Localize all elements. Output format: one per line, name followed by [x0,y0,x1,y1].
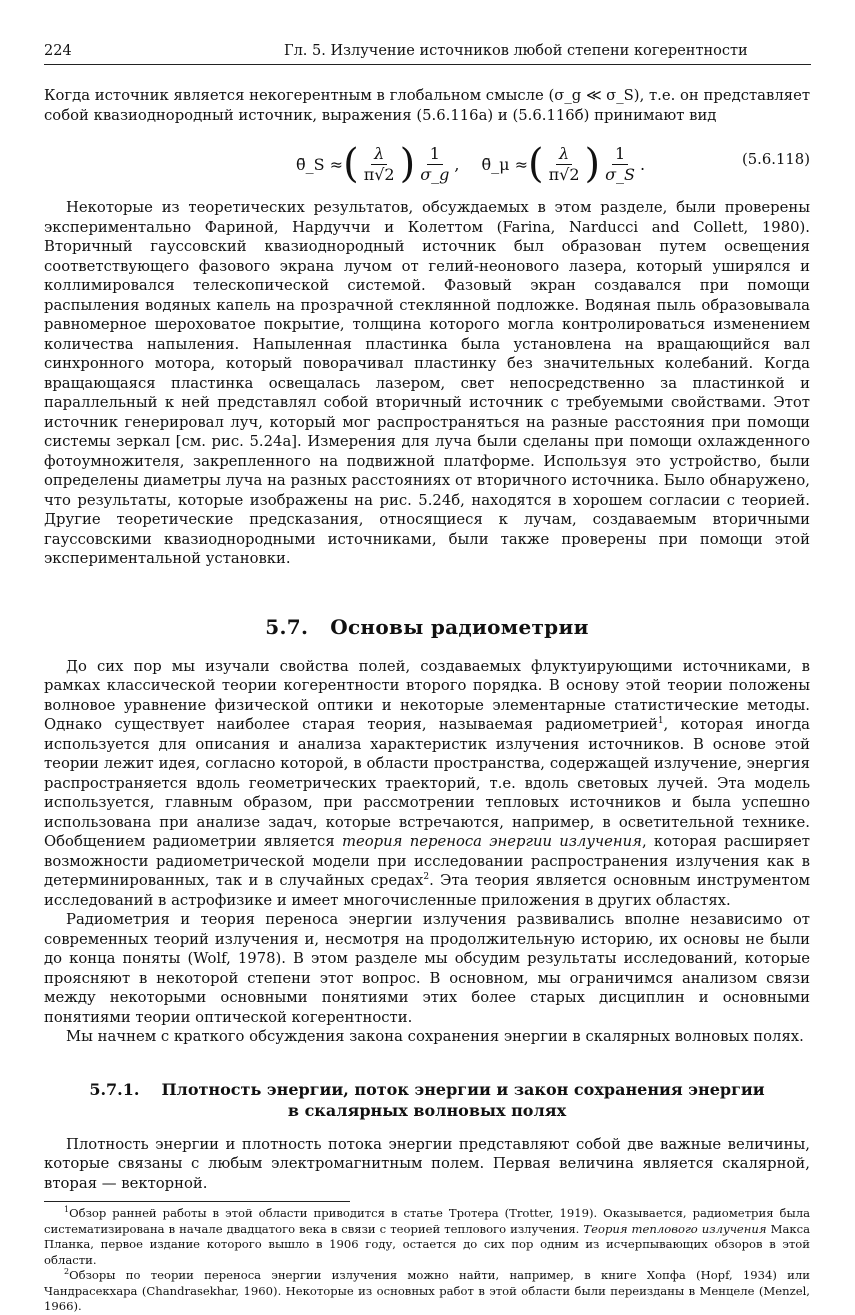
eq-lhs-theta-mu: θ̄_μ ≈ [481,154,528,174]
eq-fraction-lambda-2: $\frac{\lambda}{\pi√2}$ [548,143,580,184]
eq-fraction-lambda-1: $\frac{\lambda}{\pi√2}$ [363,143,395,184]
footnote-ref-1: 1 [657,716,664,727]
equation-number: (5.6.118) [741,151,810,168]
emphasis-term: теория переноса энергии излучения [341,833,642,850]
paragraph-experiment: Некоторые из теоретических результатов, обсуждаемых в этом разделе, были проверены экспериментально Фариной, Нардуччи и Колеттом (Farina, Narducci and Collett, 1980). Вторичный гауссовский квазиоднородный источник был образован путем освещения соответствующего фазового экрана лучом от гелий-неонового лазера, который уширялся и коллимировался телескопической системой. Фазовый экран создавался при помощи распыления водяных капель на прозрачной стеклянной подложке. Водяная пыль образовывала равномерное шероховатое покрытие, толщина которого могла контролироваться изменением количества напыления. Напыленная пластинка была установлена на вращающийся вал синхронного мотора, который поворачивал пластинку без значительных колебаний. Когда вращающаяся пластинка освещалась лазером, свет непосредственно за пластинкой и параллельный к ней представлял собой вторичный источник с требуемыми свойствами. Этот источник генерировал луч, который мог распространяться на разные расстояния при помощи системы зеркал [см. рис. 5.24а]. Измерения для луча были сделаны при помощи охлажденного фотоумножителя, закрепленного на подвижной платформе. Используя это устройство, были определены диаметры луча на разных расстояниях от вторичного источника. Было обнаружено, что результаты, которые изображены на рис. 5.24б, находятся в хорошем согласии с теорией. Другие теоретические предсказания, относящиеся к лучам, создаваемым вторичными гауссовскими квазиоднородными источниками, были также проверены при помощи этой экспериментальной установки. [44,199,810,567]
paragraph-energy-density: Плотность энергии и плотность потока энергии представляют собой две важные величины, которые связаны с любым электромагнитным полем. Первая величина является скалярной, вторая — векторной. [44,1135,810,1192]
paragraph-radiometry-intro: До сих пор мы изучали свойства полей, создаваемых флуктуирующими источниками, в рамках классической теории когерентности второго порядка. В основу этой теории положены волновое уравнение физической оптики и некоторые элементарные статистические методы. Однако существует наиболее старая теория, называемая радиометрией$^1$, которая иногда используется для описания и анализа характеристик излучения источников. В основе этой теории лежит идея, согласно которой, в области пространства, содержащей излучение, энергия распространяется вдоль геометрических траекторий, т.е. вдоль световых лучей. Эта модель используется, главным образом, при рассмотрении тепловых источников и была успешно использована при анализе задач, которые встречаются, например, в осветительной технике. Обобщением радиометрии является теория переноса энергии излучения, которая расширяет возможности радиометрической модели при исследовании распространения излучения как в детерминированных, так и в случайных средах$^2$. Эта теория является основным инструментом исследований в астрофизике и имеет многочисленные приложения в других областях. [44,657,810,909]
paragraph-plan: Мы начнем с краткого обсуждения закона сохранения энергии в скалярных волновых полях. [66,1028,804,1045]
equation-body: θ̄_S ≈ ( $\frac{\lambda}{\pi√2}$ ) $\frac{1}{\sigma\_g}$ , θ̄_μ ≈ ( $\frac{\lambda}{\pi√2}$ ) $\frac{1}{\sigma\_S}$ . [296,141,646,187]
footnote-1: $^1$Обзор ранней работы в этой области приводится в статье Тротера (Trotter, 1919). Оказывается, радиометрия была систематизирована в начале двадцатого века в связи с теорией теплового излучения. Теория теплового излучения Макса Планка, первое издание которого вышло в 1906 году, остается до сих пор одним из исчерпывающих обзоров в этой области. [44,1205,811,1267]
subsection-number: 5.7.1. [89,1079,140,1099]
running-title: Гл. 5. Излучение источников любой степени когерентности [284,43,748,59]
intro-paragraph: Когда источник является некогерентным в глобальном смысле (σ_g ≪ σ_S), т.е. он представляет собой квазиоднородный источник, выражения (5.6.116а) и (5.6.116б) принимают вид [44,87,811,124]
subsection-title-line-2: в скалярных волновых полях [287,1100,567,1120]
eq-fraction-sigma-s: $\frac{1}{\sigma\_S}$ [605,143,635,184]
eq-lhs-theta-s: θ̄_S ≈ [296,154,344,174]
page-body [44,86,810,1315]
running-header [44,38,811,65]
subsection-title-line-1: Плотность энергии, поток энергии и закон сохранения энергии [161,1079,765,1099]
section-heading [44,615,810,639]
paragraph-history: Радиометрия и теория переноса энергии излучения развивались вполне независимо от современных теорий излучения и, несмотря на продолжительную историю, их основы не были до конца поняты (Wolf, 1978). В этом разделе мы обсудим результаты исследований, которые проясняют в некоторой степени этот вопрос. В основном, мы ограничимся анализом связи между некоторыми основными понятиями этих более старых дисциплин и основными понятиями теории оптической когерентности. [44,911,810,1026]
eq-fraction-sigma-g: $\frac{1}{\sigma\_g}$ [420,143,450,184]
footnote-rule [44,1201,350,1202]
page-number: 224 [44,43,72,59]
section-number: 5.7. [265,614,309,639]
footnote-2: $^2$Обзоры по теории переноса энергии излучения можно найти, например, в книге Хопфа (Hopf, 1934) или Чандрасекхара (Chandrasekhar, 1960). Некоторые из основных работ в этой области были переизданы в Менцеле (Menzel, 1966). [44,1267,810,1313]
section-title: Основы радиометрии [330,614,589,639]
footnote-ref-2: 2 [423,872,430,883]
equation-5-6-118 [44,133,810,195]
